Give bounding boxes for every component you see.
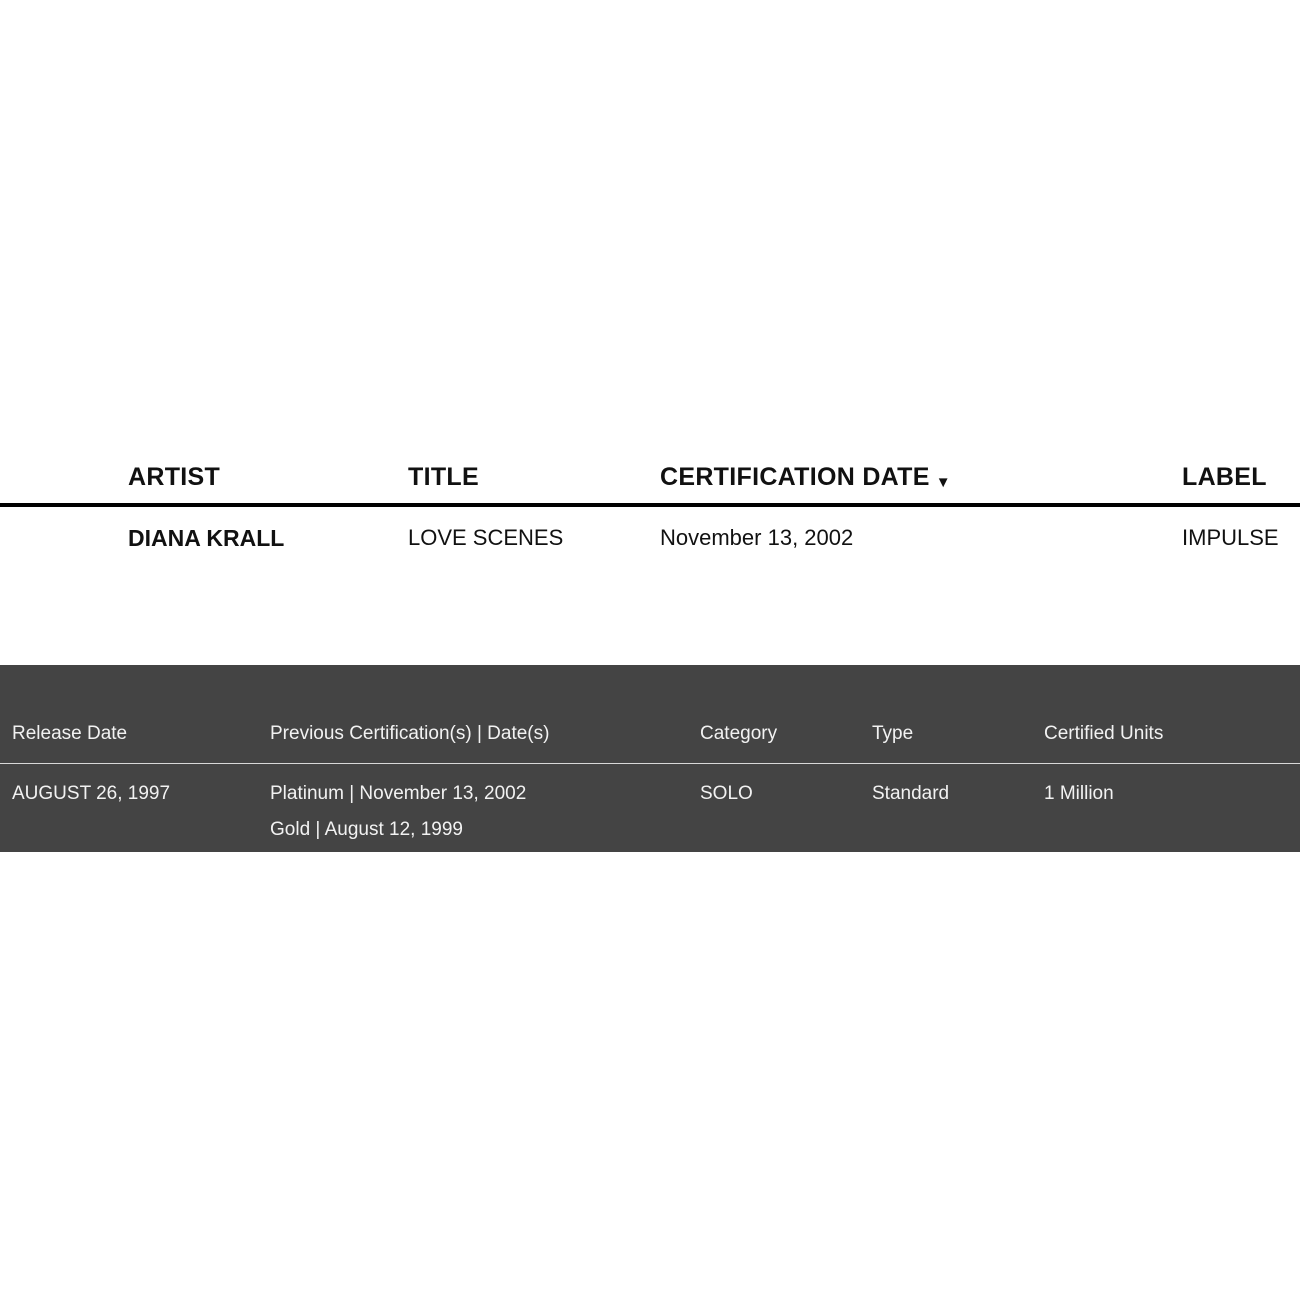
sort-descending-icon[interactable]: ▼ (935, 474, 951, 491)
previous-certification-platinum: Platinum | November 13, 2002 (270, 783, 527, 804)
detail-header-type: Type (872, 723, 914, 744)
detail-header-release-date: Release Date (12, 723, 128, 744)
column-header-artist[interactable]: ARTIST (128, 463, 221, 491)
column-header-label[interactable]: LABEL (1182, 463, 1267, 491)
detail-panel (0, 665, 1300, 852)
detail-category: SOLO (700, 783, 753, 804)
detail-header-previous-certifications: Previous Certification(s) | Date(s) (270, 723, 550, 744)
cell-artist: DIANA KRALL (128, 525, 285, 551)
column-header-certification-date[interactable] (660, 463, 951, 492)
detail-header-category: Category (700, 723, 778, 744)
detail-release-date: AUGUST 26, 1997 (12, 783, 171, 804)
detail-type: Standard (872, 783, 950, 804)
table-row[interactable] (0, 507, 1300, 567)
column-header-title[interactable]: TITLE (408, 463, 479, 491)
detail-header-certified-units: Certified Units (1044, 723, 1164, 744)
column-header-certification-date-label: CERTIFICATION DATE (660, 463, 930, 491)
previous-certification-gold: Gold | August 12, 1999 (270, 819, 463, 840)
detail-certified-units: 1 Million (1044, 783, 1114, 804)
results-table-header (0, 455, 1300, 507)
cell-label: IMPULSE (1182, 525, 1279, 550)
detail-row (0, 764, 1300, 852)
cell-certification-date: November 13, 2002 (660, 525, 854, 550)
detail-previous-certifications (270, 776, 526, 848)
detail-header (0, 665, 1300, 764)
cell-title: LOVE SCENES (408, 525, 564, 550)
